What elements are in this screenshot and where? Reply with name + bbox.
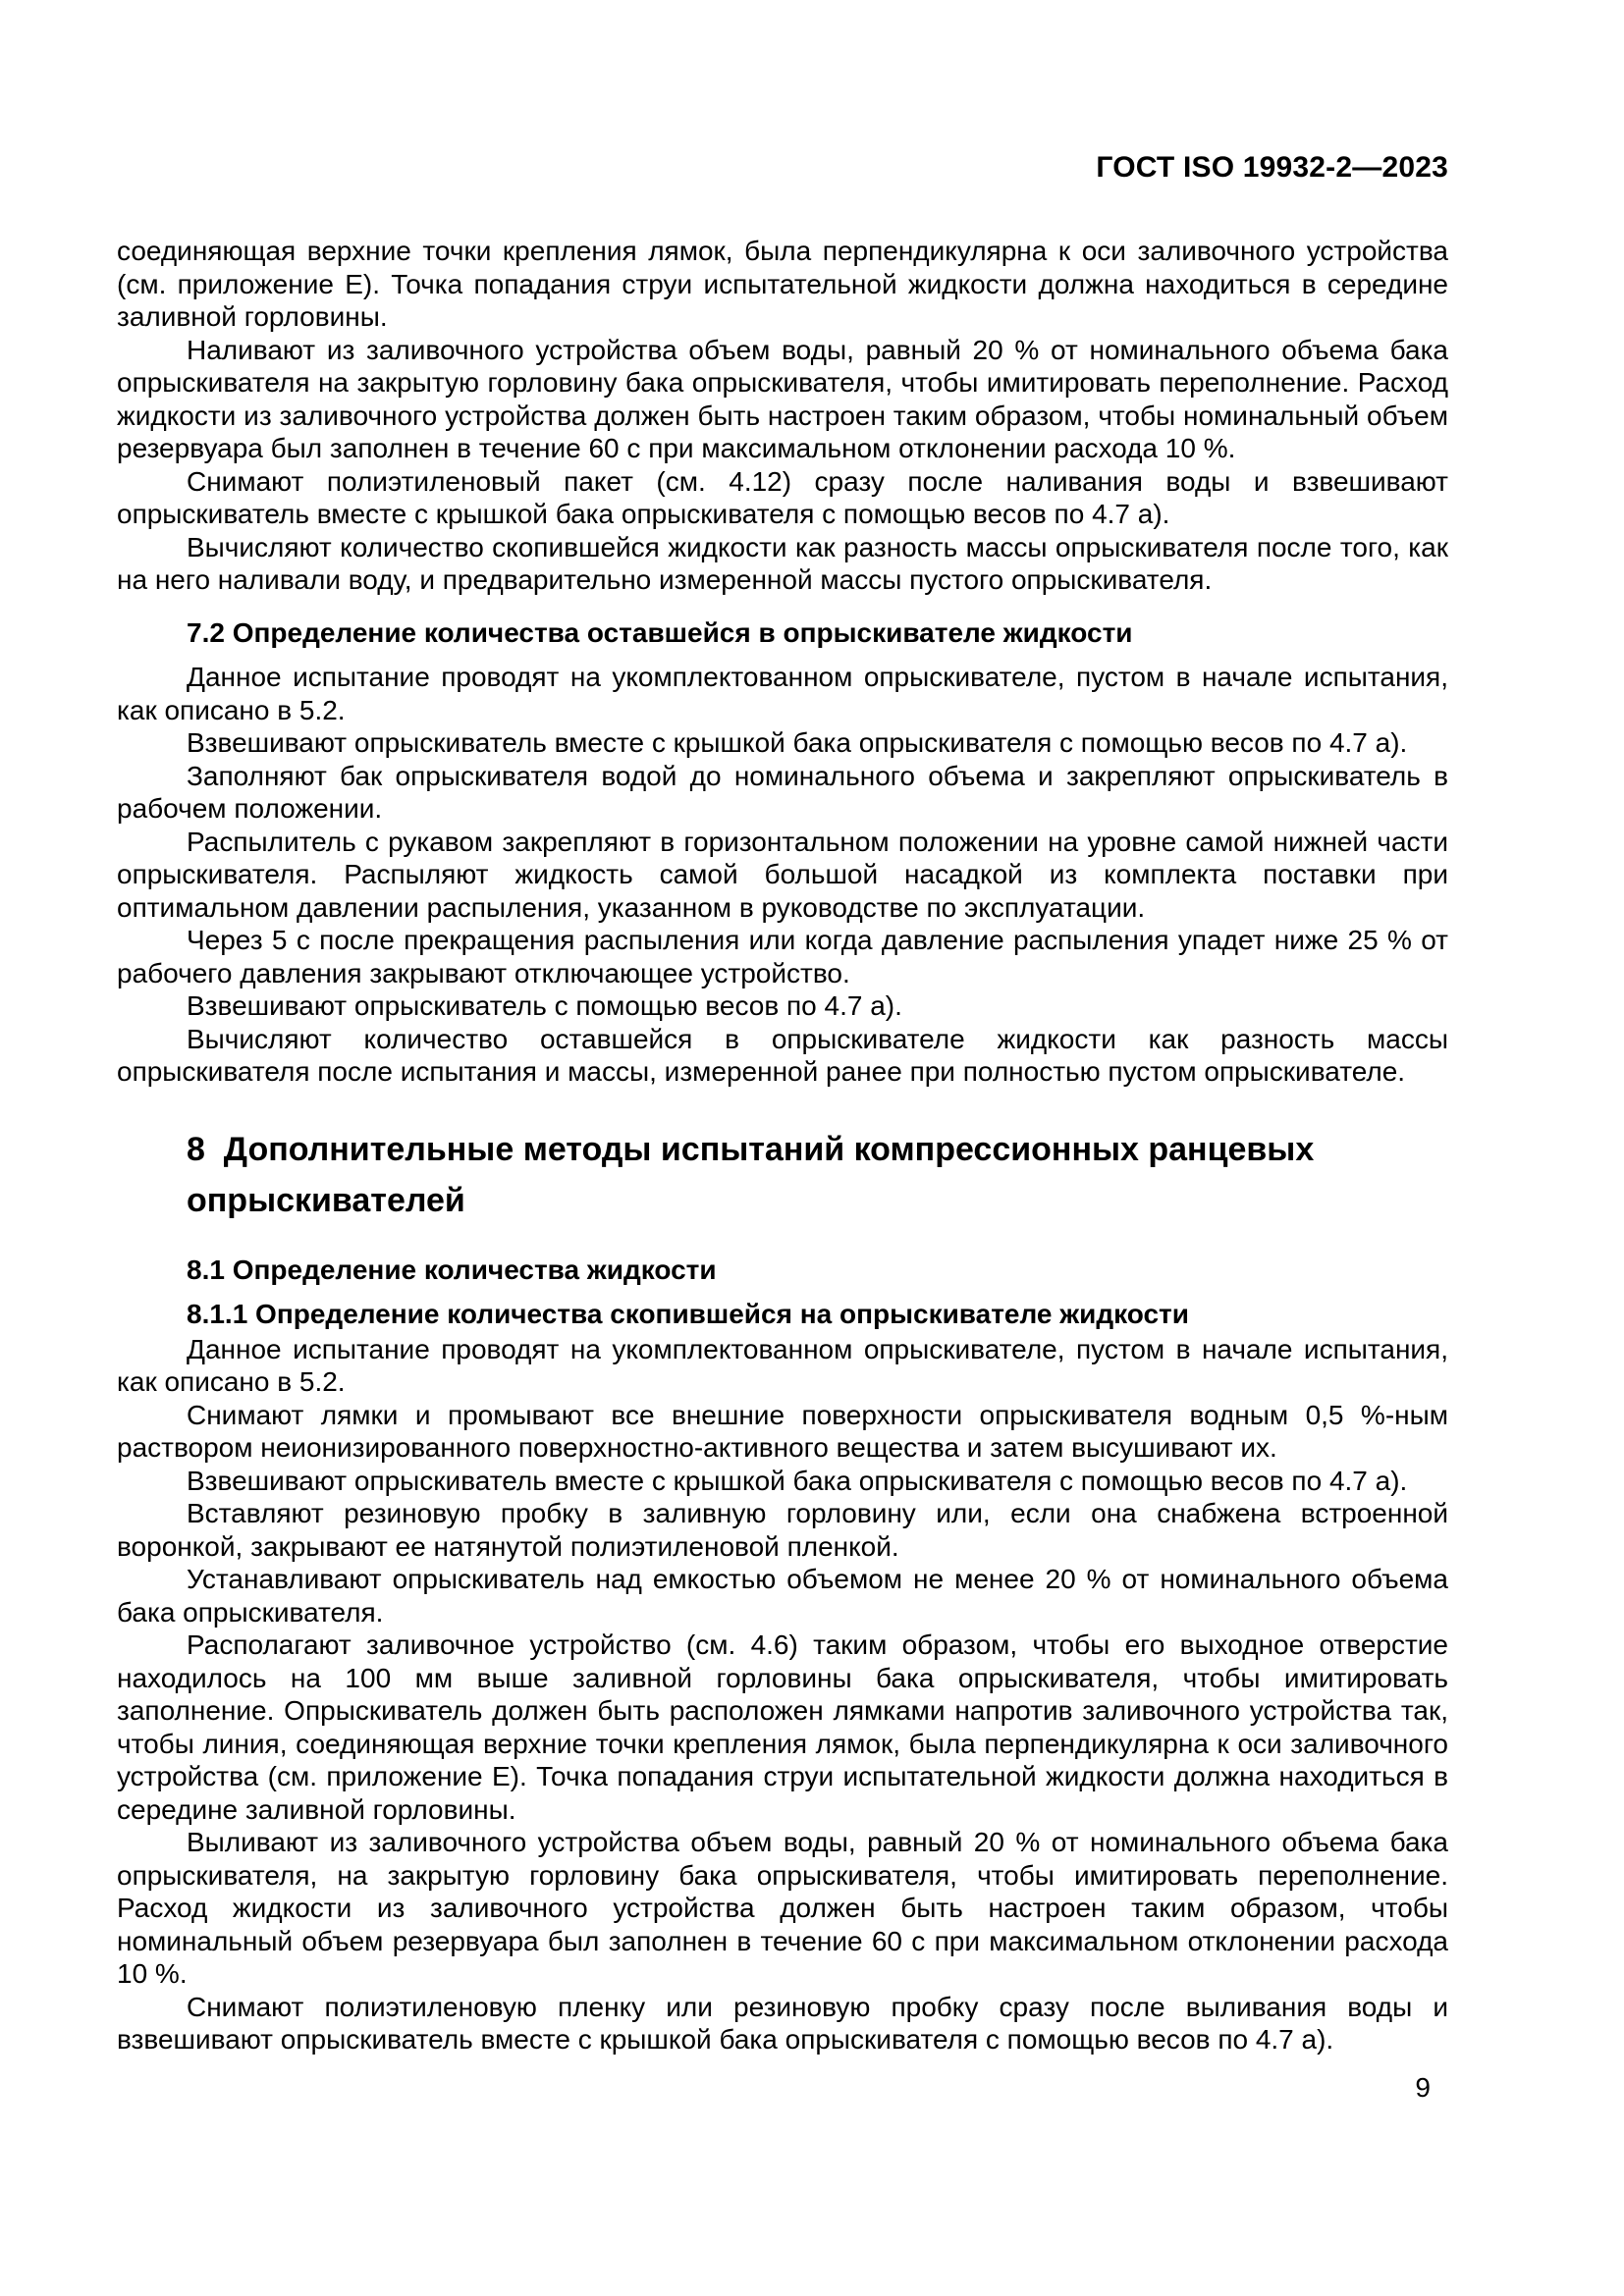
- paragraph: Располагают заливочное устройство (см. 4.6) таким образом, чтобы его выходное отверстие находилось на 100 мм выше заливной горловины бака опрыскивателя, чтобы имитировать заполнение. Опрыскиватель должен быть расположен лямками напротив заливочного устройства так, чтобы линия, соединяющая верхние точки крепления лямок, была перпендикулярна к оси заливочного устройства (см. приложение Е). Точка попадания струи испытательной жидкости должна находиться в середине заливной горловины.: [117, 1629, 1448, 1825]
- paragraph: Данное испытание проводят на укомплектованном опрыскивателе, пустом в начале испытания, как описано в 5.2.: [117, 1333, 1448, 1397]
- paragraph: Вставляют резиновую пробку в заливную горловину или, если она снабжена встроенной воронкой, закрывают ее натянутой полиэтиленовой пленкой.: [117, 1498, 1448, 1562]
- paragraph: Данное испытание проводят на укомплектованном опрыскивателе, пустом в начале испытания, как описано в 5.2.: [117, 662, 1448, 725]
- running-header: ГОСТ ISO 19932-2—2023: [1096, 151, 1448, 184]
- section-heading-8-1: 8.1 Определение количества жидкости: [187, 1254, 717, 1285]
- paragraph: Выливают из заливочного устройства объем воды, равный 20 % от номинального объема бака опрыскивателя, на закрытую горловину бака опрыскивателя, чтобы имитировать переполнение. Расход жидкости из заливочного устройства должен быть настроен таким образом, чтобы номинальный объем резервуара был заполнен в течение 60 с при максимальном отклонении расхода 10 %.: [117, 1827, 1448, 1989]
- paragraph: Взвешивают опрыскиватель с помощью весов по 4.7 а).: [187, 990, 902, 1021]
- paragraph: Через 5 с после прекращения распыления или когда давление распыления упадет ниже 25 % от рабочего давления закрывают отключающее устройство.: [117, 925, 1448, 988]
- paragraph: Вычисляют количество оставшейся в опрыскивателе жидкости как разность массы опрыскивателя после испытания и массы, измеренной ранее при полностью пустом опрыскивателе.: [117, 1023, 1448, 1087]
- text-column: [117, 0, 1448, 2056]
- paragraph: Наливают из заливочного устройства объем воды, равный 20 % от номинального объема бака опрыскивателя на закрытую горловину бака опрыскивателя, чтобы имитировать переполнение. Расход жидкости из заливочного устройства должен быть настроен таким образом, чтобы номинальный объем резервуара был заполнен в течение 60 с при максимальном отклонении расхода 10 %.: [117, 334, 1448, 463]
- paragraph: Взвешивают опрыскиватель вместе с крышкой бака опрыскивателя с помощью весов по 4.7 а).: [187, 1465, 1408, 1496]
- section-heading-8: 8 Дополнительные методы испытаний компрессионных ранцевых опрыскивателей: [187, 1130, 1315, 1219]
- paragraph: Снимают полиэтиленовый пакет (см. 4.12) сразу после наливания воды и взвешивают опрыскиватель вместе с крышкой бака опрыскивателя с помощью весов по 4.7 а).: [117, 465, 1448, 529]
- paragraph: Вычисляют количество скопившейся жидкости как разность массы опрыскивателя после того, как на него наливали воду, и предварительно измеренной массы пустого опрыскивателя.: [117, 531, 1448, 595]
- paragraph: соединяющая верхние точки крепления лямок, была перпендикулярна к оси заливочного устройства (см. приложение Е). Точка попадания струи испытательной жидкости должна находиться в середине заливной горловины.: [117, 236, 1448, 332]
- paragraph: Распылитель с рукавом закрепляют в горизонтальном положении на уровне самой нижней части опрыскивателя. Распыляют жидкость самой большой насадкой из комплекта поставки при оптимальном давлении распыления, указанном в руководстве по эксплуатации.: [117, 826, 1448, 923]
- paragraph: Взвешивают опрыскиватель вместе с крышкой бака опрыскивателя с помощью весов по 4.7 а).: [187, 727, 1408, 758]
- paragraph: Снимают полиэтиленовую пленку или резиновую пробку сразу после выливания воды и взвешивают опрыскиватель вместе с крышкой бака опрыскивателя с помощью весов по 4.7 а).: [117, 1991, 1448, 2055]
- section-heading-7-2: 7.2 Определение количества оставшейся в опрыскивателе жидкости: [187, 616, 1133, 648]
- paragraph: Устанавливают опрыскиватель над емкостью объемом не менее 20 % от номинального объема бака опрыскивателя.: [117, 1564, 1448, 1628]
- page-number: 9: [1415, 2072, 1431, 2103]
- paragraph: Снимают лямки и промывают все внешние поверхности опрыскивателя водным 0,5 %-ным раствором неионизированного поверхностно-активного вещества и затем высушивают их.: [117, 1399, 1448, 1463]
- paragraph: Заполняют бак опрыскивателя водой до номинального объема и закрепляют опрыскиватель в рабочем положении.: [117, 760, 1448, 824]
- section-heading-8-1-1: 8.1.1 Определение количества скопившейся на опрыскивателе жидкости: [187, 1299, 1189, 1329]
